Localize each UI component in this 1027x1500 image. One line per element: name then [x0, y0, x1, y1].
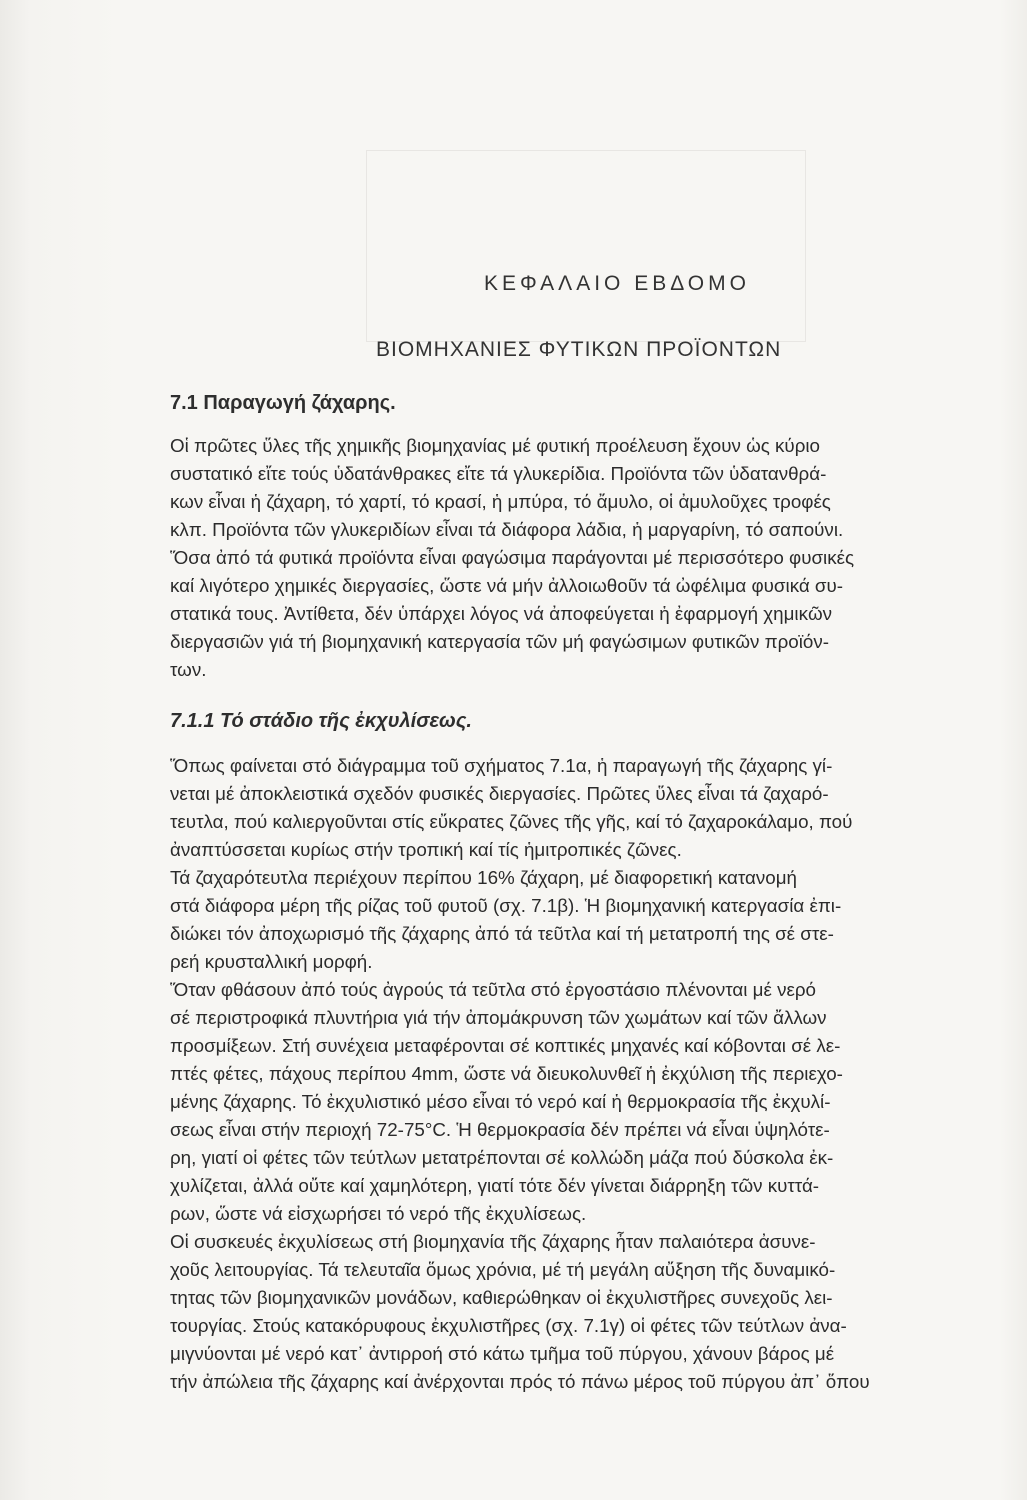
- text-line: χυλίζεται, ἀλλά οὔτε καί χαμηλότερη, γιατί τότε δέν γίνεται διάρρηξη τῶν κυττά-: [170, 1175, 820, 1196]
- text-line: κων εἶναι ἡ ζάχαρη, τό χαρτί, τό κρασί, ἡ μπύρα, τό ἄμυλο, οἱ ἀμυλοῦχες τροφές: [170, 491, 831, 512]
- text-line: Ὅταν φθάσουν ἀπό τούς ἀγρούς τά τεῦτλα στό ἐργοστάσιο πλένονται μέ νερό: [170, 979, 816, 1000]
- section-paragraph: [170, 432, 1027, 684]
- text-line: ἀναπτύσσεται κυρίως στήν τροπική καί τίς ἡμιτροπικές ζῶνες.: [170, 839, 682, 860]
- text-line: στά διάφορα μέρη τῆς ρίζας τοῦ φυτοῦ (σχ. 7.1β). Ἡ βιομηχανική κατεργασία ἐπι-: [170, 895, 842, 916]
- text-line: συστατικό εἴτε τούς ὑδατάνθρακες εἴτε τά γλυκερίδια. Προϊόντα τῶν ὑδατανθρά-: [170, 463, 827, 484]
- text-line: ρη, γιατί οἱ φέτες τῶν τεύτλων μετατρέπονται σέ κολλώδη μάζα πού δύσκολα ἐκ-: [170, 1147, 834, 1168]
- text-line: Τά ζαχαρότευτλα περιέχουν περίπου 16% ζάχαρη, μέ διαφορετική κατανομή: [170, 867, 797, 888]
- text-line: προσμίξεων. Στή συνέχεια μεταφέρονται σέ κοπτικές μηχανές καί κόβονται σέ λε-: [170, 1035, 841, 1056]
- text-line: μένης ζάχαρης. Τό ἐκχυλιστικό μέσο εἶναι τό νερό καί ἡ θερμοκρασία τῆς ἐκχυλί-: [170, 1091, 831, 1112]
- text-line: διώκει τόν ἀποχωρισμό τῆς ζάχαρης ἀπό τά τεῦτλα καί τή μετατροπή της σέ στε-: [170, 923, 834, 944]
- text-line: καί λιγότερο χημικές διεργασίες, ὥστε νά μήν ἀλλοιωθοῦν τά ὠφέλιμα φυσικά συ-: [170, 575, 844, 596]
- text-line: ρεή κρυσταλλική μορφή.: [170, 951, 373, 972]
- text-line: τητας τῶν βιομηχανικῶν μονάδων, καθιερώθηκαν οἱ ἐκχυλιστῆρες συνεχοῦς λει-: [170, 1287, 833, 1308]
- text-line: Ὅπως φαίνεται στό διάγραμμα τοῦ σχήματος 7.1α, ἡ παραγωγή τῆς ζάχαρης γί-: [170, 755, 833, 776]
- text-line: τήν ἀπώλεια τῆς ζάχαρης καί ἀνέρχονται πρός τό πάνω μέρος τοῦ πύργου ἀπ᾽ ὅπου: [170, 1371, 870, 1392]
- text-line: μιγνύονται μέ νερό κατ᾽ ἀντιρροή στό κάτω τμῆμα τοῦ πύργου, χάνουν βάρος μέ: [170, 1343, 835, 1364]
- text-line: πτές φέτες, πάχους περίπου 4mm, ὥστε νά διευκολυνθεῖ ἡ ἐκχύλιση τῆς περιεχο-: [170, 1063, 843, 1084]
- text-line: τευτλα, πού καλιεργοῦνται στίς εὔκρατες ζῶνες τῆς γῆς, καί τό ζαχαροκάλαμο, πού: [170, 811, 853, 832]
- section-heading: 7.1 Παραγωγή ζάχαρης.: [170, 392, 396, 414]
- subsection-heading: 7.1.1 Τό στάδιο τῆς ἐκχυλίσεως.: [170, 710, 472, 732]
- chapter-subtitle: ΒΙΟΜΗΧΑΝΙΕΣ ΦΥΤΙΚΩΝ ΠΡΟΪΟΝΤΩΝ: [376, 338, 782, 361]
- text-line: κλπ. Προϊόντα τῶν γλυκεριδίων εἶναι τά διάφορα λάδια, ἡ μαργαρίνη, τό σαπούνι.: [170, 519, 844, 540]
- text-line: Ὅσα ἀπό τά φυτικά προϊόντα εἶναι φαγώσιμα παράγονται μέ περισσότερο φυσικές: [170, 547, 855, 568]
- text-line: στατικά τους. Ἀντίθετα, δέν ὑπάρχει λόγος νά ἀποφεύγεται ἡ ἐφαρμογή χημικῶν: [170, 603, 833, 624]
- text-line: Οἱ πρῶτες ὕλες τῆς χημικῆς βιομηχανίας μέ φυτική προέλευση ἔχουν ὡς κύριο: [170, 435, 820, 456]
- text-line: διεργασιῶν γιά τή βιομηχανική κατεργασία τῶν μή φαγώσιμων φυτικῶν προϊόν-: [170, 631, 829, 652]
- text-line: τουργίας. Στούς κατακόρυφους ἐκχυλιστῆρες (σχ. 7.1γ) οἱ φέτες τῶν τεύτλων ἀνα-: [170, 1315, 847, 1336]
- text-line: ρων, ὥστε νά εἰσχωρήσει τό νερό τῆς ἐκχυλίσεως.: [170, 1203, 587, 1224]
- subsection-paragraph: [170, 752, 1027, 1396]
- text-line: των.: [170, 659, 207, 680]
- text-line: χοῦς λειτουργίας. Τά τελευταῖα ὅμως χρόνια, μέ τή μεγάλη αὔξηση τῆς δυναμικό-: [170, 1259, 836, 1280]
- text-line: σέ περιστροφικά πλυντήρια γιά τήν ἀπομάκρυνση τῶν χωμάτων καί τῶν ἄλλων: [170, 1007, 827, 1028]
- text-line: νεται μέ ἀποκλειστικά σχεδόν φυσικές διεργασίες. Πρῶτες ὕλες εἶναι τά ζαχαρό-: [170, 783, 829, 804]
- text-line: σεως εἶναι στήν περιοχή 72-75°C. Ἡ θερμοκρασία δέν πρέπει νά εἶναι ὑψηλότε-: [170, 1119, 830, 1140]
- text-line: Οἱ συσκευές ἐκχυλίσεως στή βιομηχανία τῆς ζάχαρης ἦταν παλαιότερα ἀσυνε-: [170, 1231, 816, 1252]
- chapter-title: ΚΕΦΑΛΑΙΟ ΕΒΔΟΜΟ: [484, 272, 750, 295]
